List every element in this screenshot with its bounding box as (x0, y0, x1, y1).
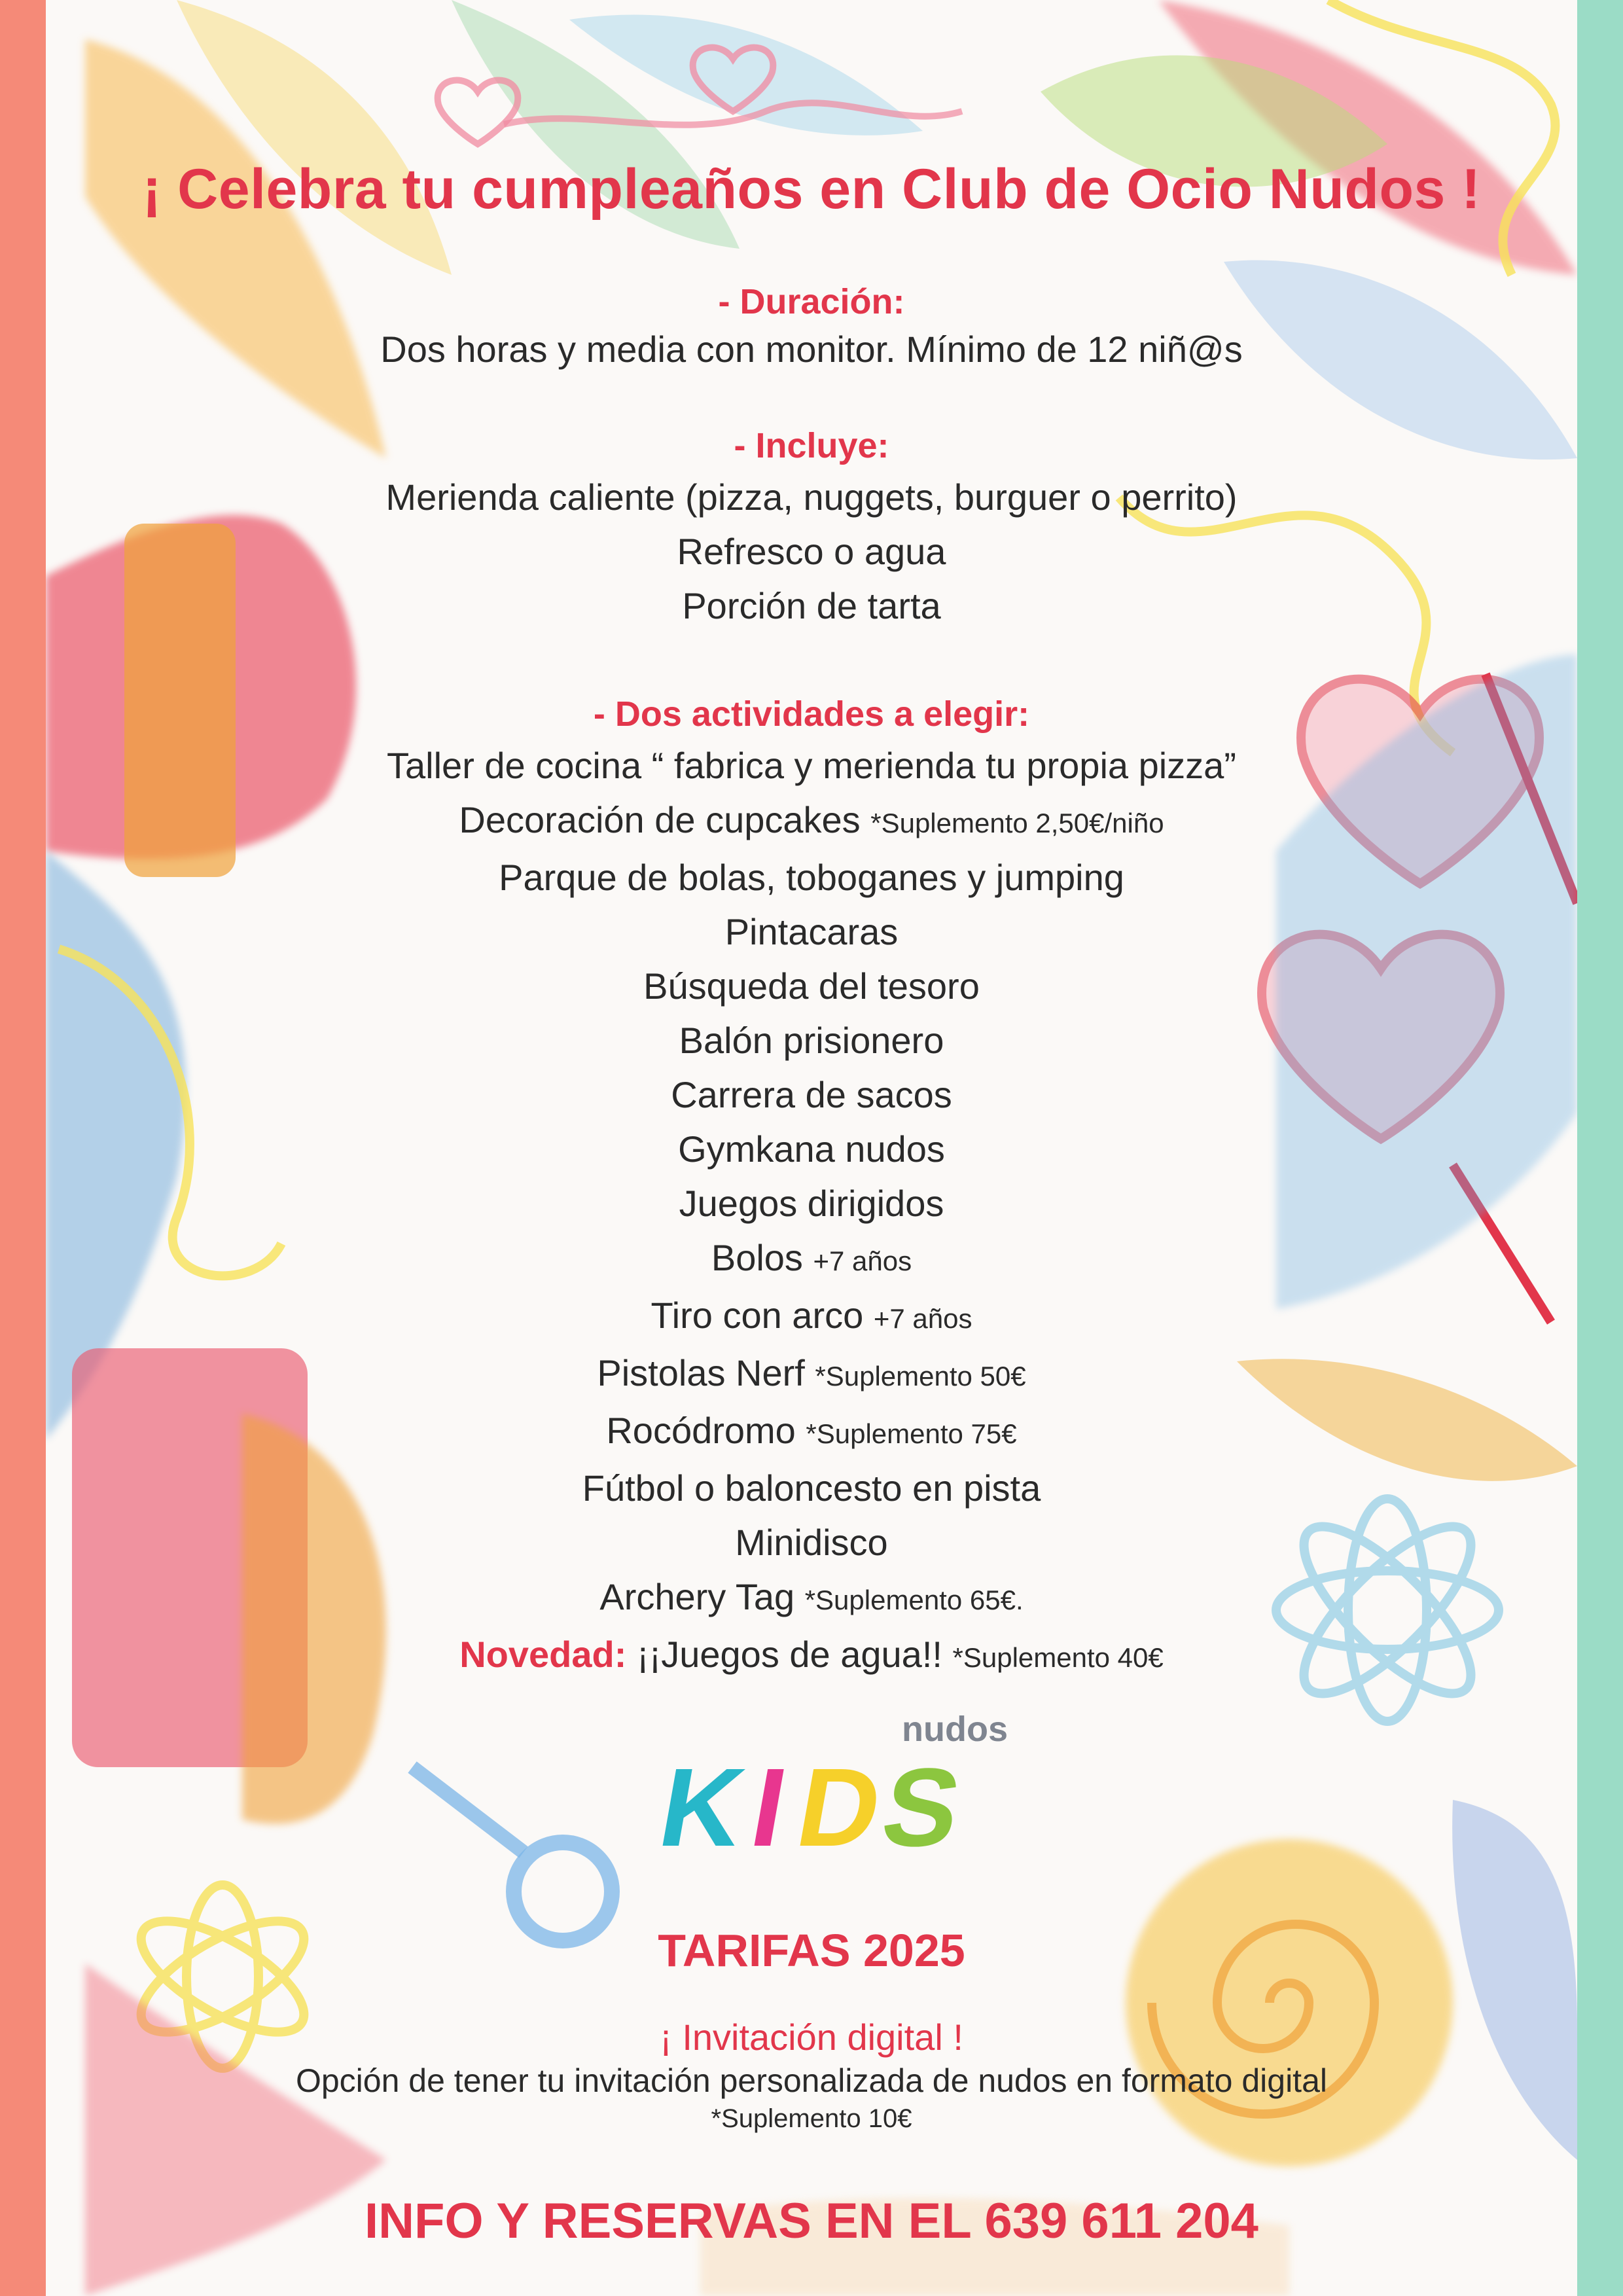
activity-name: Pintacaras (724, 911, 899, 952)
invitation-heading: ¡ Invitación digital ! (660, 2017, 963, 2058)
activity-item (46, 905, 1577, 959)
activity-name: Parque de bolas, toboganes y jumping (499, 857, 1124, 898)
activity-note: *Suplemento 75€ (806, 1418, 1017, 1449)
right-color-band (1577, 0, 1623, 2296)
activity-item (46, 1570, 1577, 1627)
activity-name: Rocódromo (606, 1410, 796, 1451)
activity-item (46, 1176, 1577, 1230)
activity-item (46, 1288, 1577, 1346)
novedad-item (46, 1627, 1577, 1685)
activity-name: Fútbol o baloncesto en pista (582, 1467, 1041, 1509)
includes-item: Refresco o agua (677, 531, 946, 572)
left-color-band (0, 0, 46, 2296)
includes-section (46, 425, 1577, 633)
activity-note: *Suplemento 65€. (804, 1585, 1024, 1615)
activity-item (46, 850, 1577, 905)
activity-item (46, 1122, 1577, 1176)
duration-heading: - Duración: (718, 282, 905, 321)
page-title: ¡ Celebra tu cumpleaños en Club de Ocio Nudos ! (142, 158, 1481, 221)
activity-name: Archery Tag (599, 1576, 795, 1617)
logo-letter: D (788, 1746, 891, 1870)
activity-name: Minidisco (735, 1522, 888, 1563)
activity-item (46, 793, 1577, 850)
activity-item (46, 1067, 1577, 1122)
activity-name: Tiro con arco (651, 1295, 864, 1336)
activity-item (46, 1403, 1577, 1461)
activity-name: Juegos dirigidos (679, 1183, 944, 1224)
invitation-text: Opción de tener tu invitación personalizada de nudos en formato digital (295, 2062, 1327, 2099)
activity-name: Balón prisionero (679, 1020, 944, 1061)
duration-text: Dos horas y media con monitor. Mínimo de 12 niñ@s (380, 329, 1243, 370)
activity-note: *Suplemento 50€ (815, 1361, 1026, 1391)
includes-item: Merienda caliente (pizza, nuggets, burguer o perrito) (385, 476, 1238, 518)
activities-heading: - Dos actividades a elegir: (593, 694, 1030, 734)
activity-item (46, 1461, 1577, 1515)
activity-name: Decoración de cupcakes (459, 799, 861, 840)
activity-item (46, 1013, 1577, 1067)
contact-info: INFO Y RESERVAS EN EL 639 611 204 (365, 2193, 1258, 2249)
activity-item (46, 738, 1577, 793)
activity-note: +7 años (873, 1303, 972, 1334)
logo-letter: I (742, 1746, 796, 1870)
activity-name: Bolos (711, 1237, 803, 1278)
includes-heading: - Incluye: (734, 426, 889, 465)
activity-name: Búsqueda del tesoro (643, 965, 980, 1007)
nudos-kids-logo (641, 1702, 1034, 1872)
includes-item: Porción de tarta (682, 585, 941, 626)
novedad-label: Novedad: (459, 1634, 627, 1675)
activity-item (46, 1515, 1577, 1570)
novedad-name: ¡¡Juegos de agua!! (636, 1634, 942, 1675)
flyer-content (46, 0, 1577, 2296)
logo-letter: S (873, 1746, 970, 1870)
activity-name: Taller de cocina “ fabrica y merienda tu propia pizza” (387, 745, 1236, 786)
activity-name: Carrera de sacos (671, 1074, 952, 1115)
activity-item (46, 959, 1577, 1013)
activity-name: Gymkana nudos (678, 1128, 945, 1170)
duration-section (46, 281, 1577, 376)
invitation-supplement: *Suplemento 10€ (711, 2104, 912, 2133)
logo-letter: K (651, 1746, 753, 1870)
novedad-note: *Suplemento 40€ (952, 1642, 1164, 1673)
activity-item (46, 1346, 1577, 1403)
activity-note: +7 años (813, 1246, 912, 1276)
logo-nudos-text: nudos (902, 1710, 1008, 1749)
activity-note: *Suplemento 2,50€/niño (870, 808, 1164, 838)
tarifas-heading: TARIFAS 2025 (658, 1925, 965, 1976)
activities-section (46, 694, 1577, 1685)
activity-item (46, 1230, 1577, 1288)
activity-name: Pistolas Nerf (597, 1352, 805, 1393)
